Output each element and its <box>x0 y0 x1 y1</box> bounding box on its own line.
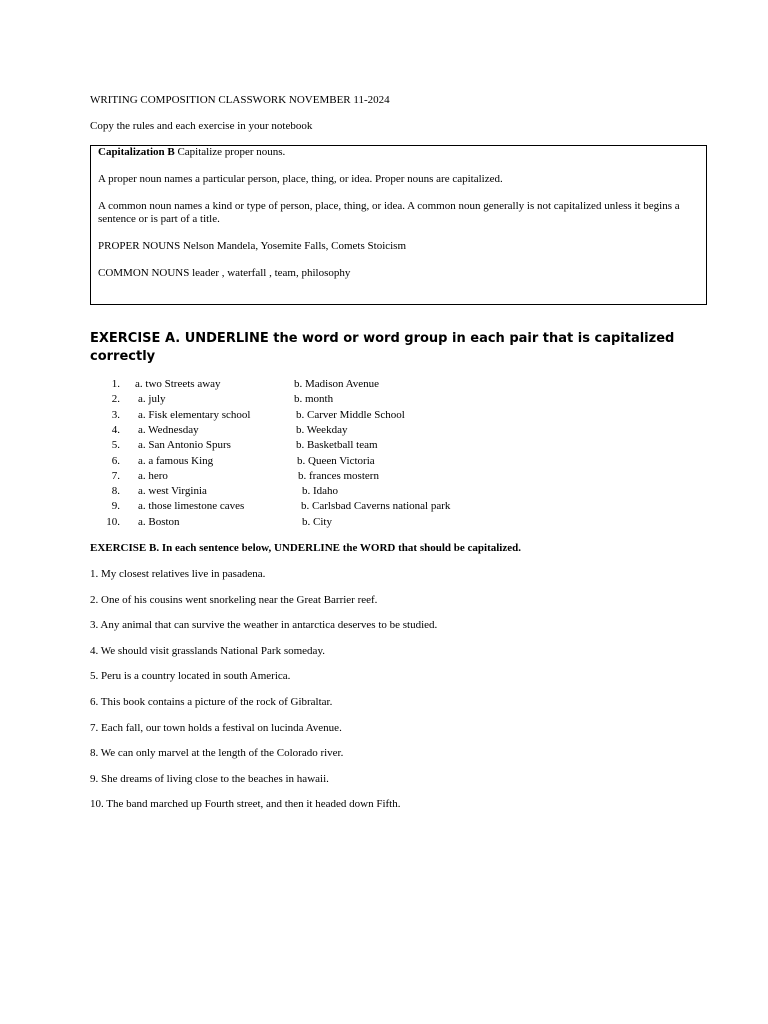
exercise-a-option-a: a. Fisk elementary school <box>138 408 251 421</box>
document-title: WRITING COMPOSITION CLASSWORK NOVEMBER 11-2024 <box>90 94 390 106</box>
exercise-a-item-number: 3. <box>111 408 120 421</box>
exercise-a-option-b: b. Weekday <box>296 423 348 436</box>
exercise-a-option-b: b. frances mostern <box>298 469 379 482</box>
rules-heading <box>98 146 285 158</box>
exercise-a-item-number: 8. <box>111 485 120 498</box>
exercise-a-option-a: a. Wednesday <box>138 423 199 436</box>
exercise-a-item-number: 1. <box>111 378 120 390</box>
exercise-b-sentence: 1. My closest relatives live in pasadena. <box>90 568 266 580</box>
exercise-b-sentence: 4. We should visit grasslands National Park someday. <box>90 644 325 657</box>
exercise-a-option-b: b. Idaho <box>302 485 339 498</box>
exercise-a-option-a: a. hero <box>138 469 168 482</box>
exercise-b-sentence: 8. We can only marvel at the length of the Colorado river. <box>90 747 344 760</box>
rules-heading-rest: Capitalize proper nouns. <box>174 146 286 158</box>
exercise-a-heading: EXERCISE A. UNDERLINE the word or word group in each pair that is capitalized correctly <box>90 331 675 364</box>
exercise-a-item-number: 6. <box>111 454 120 467</box>
instructions-text: Copy the rules and each exercise in your notebook <box>90 120 313 132</box>
exercise-b-sentence: 5. Peru is a country located in south America. <box>90 670 291 683</box>
exercise-a-option-a: a. west Virginia <box>138 485 207 498</box>
exercise-a-option-a: a. San Antonio Spurs <box>138 439 231 452</box>
exercise-a-option-a: a. a famous King <box>138 454 214 467</box>
exercise-a-option-a: a. those limestone caves <box>138 500 245 513</box>
exercise-b-sentence: 3. Any animal that can survive the weather in antarctica deserves to be studied. <box>90 619 438 632</box>
exercise-a-option-b: b. Basketball team <box>296 439 378 452</box>
rules-heading-bold: Capitalization B <box>98 146 175 158</box>
exercise-a-item-number: 9. <box>111 500 120 513</box>
exercise-a-item-number: 2. <box>111 393 120 406</box>
exercise-b-heading: EXERCISE B. In each sentence below, UNDERLINE the WORD that should be capitalized. <box>90 542 521 554</box>
capitalization-rules-box <box>90 145 707 305</box>
exercise-a-option-a: a. Boston <box>138 515 180 528</box>
exercise-a-option-b: b. Carlsbad Caverns national park <box>301 500 451 513</box>
proper-noun-examples: PROPER NOUNS Nelson Mandela, Yosemite Falls, Comets Stoicism <box>98 240 407 252</box>
exercise-a-item-number: 10. <box>106 515 120 528</box>
common-noun-examples: COMMON NOUNS leader , waterfall , team, philosophy <box>98 267 351 279</box>
exercise-a-item-number: 5. <box>111 439 120 452</box>
exercise-b-sentence: 10. The band marched up Fourth street, and then it headed down Fifth. <box>90 798 401 811</box>
exercise-a-option-b: b. Carver Middle School <box>296 408 405 421</box>
exercise-b-sentence: 2. One of his cousins went snorkeling near the Great Barrier reef. <box>90 593 378 606</box>
exercise-b-sentence: 9. She dreams of living close to the beaches in hawaii. <box>90 772 329 785</box>
exercise-a-item-number: 7. <box>111 469 120 482</box>
exercise-a-option-b: b. Queen Victoria <box>297 454 375 467</box>
exercise-a-option-a: a. july <box>138 393 166 406</box>
exercise-a-option-b: b. City <box>302 515 332 528</box>
proper-noun-rule: A proper noun names a particular person, place, thing, or idea. Proper nouns are capitalized. <box>98 173 503 185</box>
exercise-a-option-a: a. two Streets away <box>135 378 221 390</box>
exercise-b-sentence: 7. Each fall, our town holds a festival on lucinda Avenue. <box>90 721 342 734</box>
exercise-a-option-b: b. month <box>294 393 334 406</box>
exercise-a-item-number: 4. <box>111 423 120 436</box>
exercise-b-sentence: 6. This book contains a picture of the rock of Gibraltar. <box>90 696 333 708</box>
exercise-a-option-b: b. Madison Avenue <box>294 378 380 390</box>
common-noun-rule: A common noun names a kind or type of person, place, thing, or idea. A common noun generally is not capitalized unless it begins a sentence or is part of a title. <box>98 200 680 225</box>
